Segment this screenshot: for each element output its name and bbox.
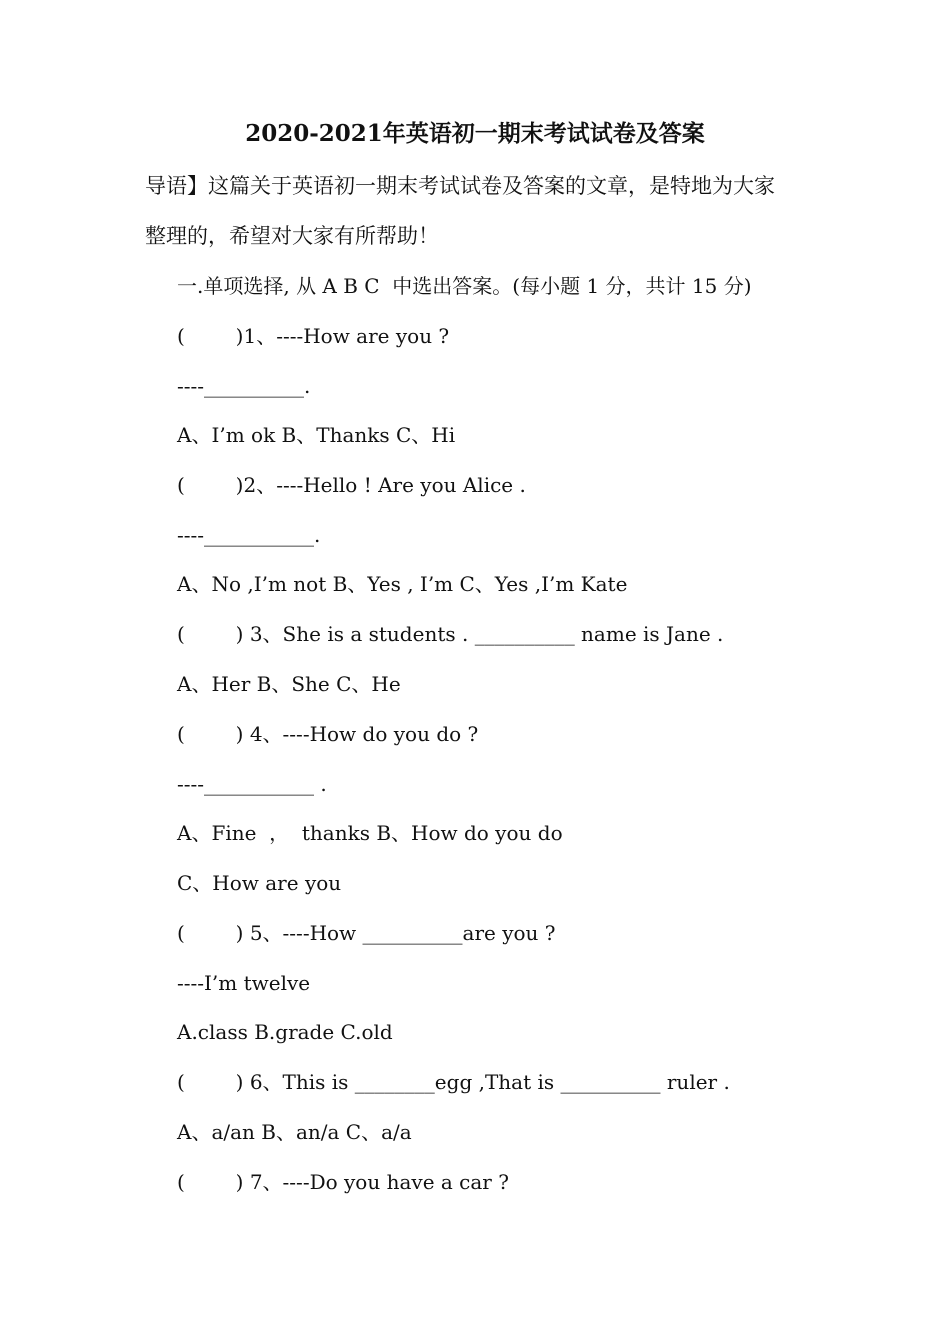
intro-line-2: 整理的，希望对大家有所帮助！ [145, 224, 439, 248]
question-3: ( ) 3、She is a students . __________ name is Jane . [177, 622, 724, 646]
question-6: ( ) 6、This is ________egg ,That is __________ ruler . [177, 1070, 730, 1094]
question-4-options: A、Fine ， thanks B、How do you do [177, 821, 563, 845]
question-5-answer: ----I’m twelve [177, 971, 311, 995]
question-6-options: A、a/an B、an/a C、a/a [177, 1120, 412, 1144]
question-1-answer-blank: ----__________. [177, 374, 311, 398]
question-2: ( )2、----Hello ! Are you Alice . [177, 473, 526, 497]
question-7: ( ) 7、----Do you have a car ? [177, 1170, 509, 1194]
question-4: ( ) 4、----How do you do ? [177, 722, 479, 746]
question-4-options-continued: C、How are you [177, 871, 342, 895]
question-4-answer-blank: ----___________ . [177, 772, 327, 796]
question-3-options: A、Her B、She C、He [177, 672, 401, 696]
section-heading: 一.单项选择, 从 A B C 中选出答案。(每小题 1 分，共计 15 分) [177, 274, 752, 298]
question-1-options: A、I’m ok B、Thanks C、Hi [177, 423, 456, 447]
question-5-options: A.class B.grade C.old [177, 1020, 393, 1044]
question-2-answer-blank: ----___________. [177, 523, 321, 547]
intro-line-1: 导语】这篇关于英语初一期末考试试卷及答案的文章，是特地为大家 [145, 174, 775, 198]
question-1: ( )1、----How are you ? [177, 324, 450, 348]
question-2-options: A、No ,I’m not B、Yes , I’m C、Yes ,I’m Kate [177, 572, 628, 596]
question-5: ( ) 5、----How __________are you ? [177, 921, 556, 945]
document-title: 2020-2021年英语初一期末考试试卷及答案 [245, 120, 705, 147]
